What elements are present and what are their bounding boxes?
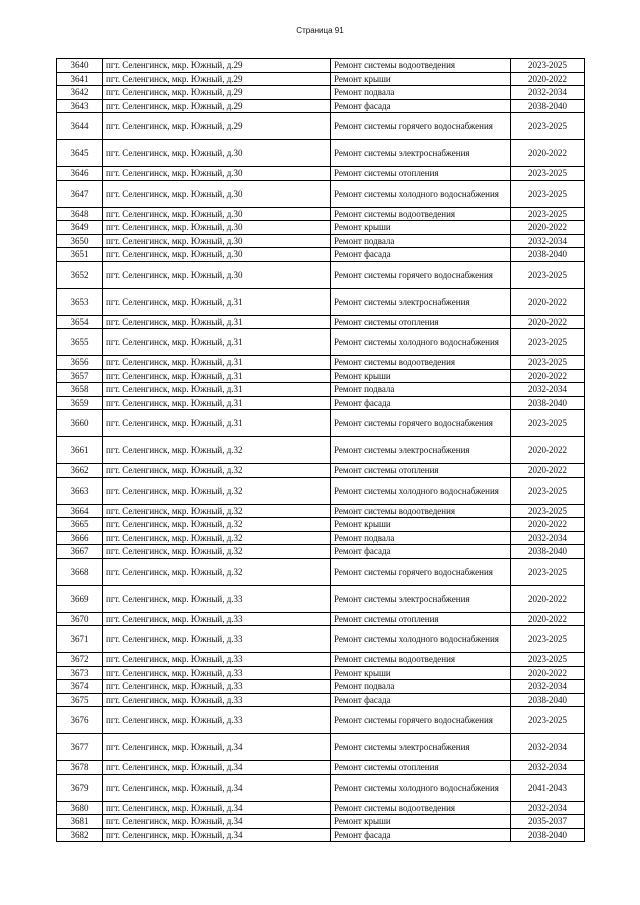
row-work-type: Ремонт фасада [331, 545, 511, 559]
row-number: 3670 [57, 612, 103, 626]
row-work-type: Ремонт системы отопления [331, 167, 511, 181]
row-period: 2023-2025 [511, 707, 585, 734]
row-number: 3656 [57, 356, 103, 370]
row-period: 2038-2040 [511, 396, 585, 410]
row-period: 2023-2025 [511, 113, 585, 140]
row-period: 2023-2025 [511, 261, 585, 288]
row-address: пгт. Селенгинск, мкр. Южный, д.32 [103, 464, 331, 478]
table-row [57, 72, 585, 86]
table-row [57, 828, 585, 842]
row-work-type: Ремонт системы холодного водоснабжения [331, 180, 511, 207]
row-address: пгт. Селенгинск, мкр. Южный, д.32 [103, 545, 331, 559]
row-address: пгт. Селенгинск, мкр. Южный, д.32 [103, 504, 331, 518]
row-work-type: Ремонт системы горячего водоснабжения [331, 261, 511, 288]
row-address: пгт. Селенгинск, мкр. Южный, д.33 [103, 612, 331, 626]
row-address: пгт. Селенгинск, мкр. Южный, д.31 [103, 369, 331, 383]
row-number: 3675 [57, 693, 103, 707]
row-work-type: Ремонт системы отопления [331, 315, 511, 329]
row-period: 2020-2022 [511, 612, 585, 626]
row-work-type: Ремонт крыши [331, 666, 511, 680]
table-row [57, 585, 585, 612]
table-row [57, 666, 585, 680]
table-row [57, 329, 585, 356]
row-period: 2023-2025 [511, 167, 585, 181]
row-number: 3665 [57, 518, 103, 532]
row-period: 2023-2025 [511, 558, 585, 585]
row-number: 3672 [57, 653, 103, 667]
row-number: 3669 [57, 585, 103, 612]
row-period: 2023-2025 [511, 410, 585, 437]
row-period: 2032-2034 [511, 734, 585, 761]
table-row [57, 86, 585, 100]
row-period: 2020-2022 [511, 518, 585, 532]
table-row [57, 464, 585, 478]
row-number: 3674 [57, 680, 103, 694]
table-row [57, 383, 585, 397]
row-work-type: Ремонт подвала [331, 383, 511, 397]
table-row [57, 680, 585, 694]
row-number: 3671 [57, 626, 103, 653]
row-period: 2032-2034 [511, 383, 585, 397]
table-row [57, 693, 585, 707]
table-row [57, 234, 585, 248]
table-row [57, 612, 585, 626]
row-work-type: Ремонт системы электроснабжения [331, 437, 511, 464]
row-period: 2023-2025 [511, 180, 585, 207]
row-work-type: Ремонт системы водоотведения [331, 653, 511, 667]
row-number: 3643 [57, 99, 103, 113]
row-period: 2032-2034 [511, 531, 585, 545]
row-period: 2020-2022 [511, 369, 585, 383]
row-period: 2023-2025 [511, 504, 585, 518]
row-work-type: Ремонт системы электроснабжения [331, 734, 511, 761]
row-number: 3642 [57, 86, 103, 100]
row-period: 2038-2040 [511, 248, 585, 262]
row-address: пгт. Селенгинск, мкр. Южный, д.30 [103, 221, 331, 235]
table-row [57, 356, 585, 370]
table-row [57, 59, 585, 73]
table-row [57, 315, 585, 329]
table-row [57, 288, 585, 315]
table-body [57, 59, 585, 842]
row-period: 2038-2040 [511, 693, 585, 707]
row-work-type: Ремонт подвала [331, 680, 511, 694]
row-period: 2020-2022 [511, 464, 585, 478]
row-number: 3663 [57, 477, 103, 504]
table-row [57, 626, 585, 653]
row-address: пгт. Селенгинск, мкр. Южный, д.34 [103, 774, 331, 801]
row-number: 3648 [57, 207, 103, 221]
row-address: пгт. Селенгинск, мкр. Южный, д.33 [103, 666, 331, 680]
row-address: пгт. Селенгинск, мкр. Южный, д.33 [103, 680, 331, 694]
table-row [57, 531, 585, 545]
row-period: 2023-2025 [511, 356, 585, 370]
row-address: пгт. Селенгинск, мкр. Южный, д.30 [103, 140, 331, 167]
row-address: пгт. Селенгинск, мкр. Южный, д.29 [103, 99, 331, 113]
row-period: 2032-2034 [511, 86, 585, 100]
row-address: пгт. Селенгинск, мкр. Южный, д.29 [103, 59, 331, 73]
table-row [57, 167, 585, 181]
row-address: пгт. Селенгинск, мкр. Южный, д.29 [103, 113, 331, 140]
row-number: 3655 [57, 329, 103, 356]
row-work-type: Ремонт системы горячего водоснабжения [331, 410, 511, 437]
row-work-type: Ремонт системы водоотведения [331, 356, 511, 370]
row-number: 3653 [57, 288, 103, 315]
table-row [57, 558, 585, 585]
row-address: пгт. Селенгинск, мкр. Южный, д.31 [103, 383, 331, 397]
row-address: пгт. Селенгинск, мкр. Южный, д.32 [103, 477, 331, 504]
table-row [57, 113, 585, 140]
row-number: 3667 [57, 545, 103, 559]
row-work-type: Ремонт системы водоотведения [331, 504, 511, 518]
row-number: 3644 [57, 113, 103, 140]
row-number: 3646 [57, 167, 103, 181]
table-row [57, 815, 585, 829]
row-address: пгт. Селенгинск, мкр. Южный, д.29 [103, 86, 331, 100]
row-number: 3682 [57, 828, 103, 842]
row-work-type: Ремонт подвала [331, 234, 511, 248]
row-address: пгт. Селенгинск, мкр. Южный, д.32 [103, 531, 331, 545]
row-address: пгт. Селенгинск, мкр. Южный, д.32 [103, 518, 331, 532]
row-work-type: Ремонт системы водоотведения [331, 801, 511, 815]
row-number: 3651 [57, 248, 103, 262]
row-number: 3659 [57, 396, 103, 410]
row-address: пгт. Селенгинск, мкр. Южный, д.33 [103, 626, 331, 653]
row-period: 2032-2034 [511, 234, 585, 248]
table-row [57, 396, 585, 410]
row-address: пгт. Селенгинск, мкр. Южный, д.31 [103, 329, 331, 356]
row-work-type: Ремонт крыши [331, 221, 511, 235]
row-address: пгт. Селенгинск, мкр. Южный, д.31 [103, 410, 331, 437]
row-number: 3677 [57, 734, 103, 761]
row-work-type: Ремонт системы водоотведения [331, 59, 511, 73]
table-row [57, 437, 585, 464]
row-period: 2020-2022 [511, 585, 585, 612]
row-address: пгт. Селенгинск, мкр. Южный, д.30 [103, 234, 331, 248]
table-row [57, 504, 585, 518]
row-number: 3666 [57, 531, 103, 545]
table-row [57, 180, 585, 207]
table-row [57, 761, 585, 775]
row-address: пгт. Селенгинск, мкр. Южный, д.34 [103, 815, 331, 829]
row-work-type: Ремонт системы холодного водоснабжения [331, 329, 511, 356]
row-address: пгт. Селенгинск, мкр. Южный, д.30 [103, 167, 331, 181]
row-period: 2020-2022 [511, 221, 585, 235]
row-work-type: Ремонт фасада [331, 99, 511, 113]
row-number: 3647 [57, 180, 103, 207]
row-period: 2035-2037 [511, 815, 585, 829]
row-number: 3652 [57, 261, 103, 288]
row-work-type: Ремонт системы электроснабжения [331, 140, 511, 167]
table-row [57, 477, 585, 504]
row-period: 2023-2025 [511, 653, 585, 667]
row-work-type: Ремонт системы электроснабжения [331, 288, 511, 315]
row-number: 3660 [57, 410, 103, 437]
row-address: пгт. Селенгинск, мкр. Южный, д.33 [103, 653, 331, 667]
row-number: 3673 [57, 666, 103, 680]
row-period: 2032-2034 [511, 680, 585, 694]
row-address: пгт. Селенгинск, мкр. Южный, д.31 [103, 315, 331, 329]
repair-schedule-table [56, 58, 585, 842]
row-number: 3658 [57, 383, 103, 397]
row-period: 2041-2043 [511, 774, 585, 801]
row-number: 3657 [57, 369, 103, 383]
row-period: 2032-2034 [511, 801, 585, 815]
row-work-type: Ремонт фасада [331, 828, 511, 842]
row-number: 3649 [57, 221, 103, 235]
row-period: 2038-2040 [511, 828, 585, 842]
row-work-type: Ремонт системы горячего водоснабжения [331, 707, 511, 734]
row-number: 3676 [57, 707, 103, 734]
row-work-type: Ремонт системы отопления [331, 464, 511, 478]
row-address: пгт. Селенгинск, мкр. Южный, д.34 [103, 761, 331, 775]
row-work-type: Ремонт фасада [331, 248, 511, 262]
row-number: 3679 [57, 774, 103, 801]
row-work-type: Ремонт системы холодного водоснабжения [331, 626, 511, 653]
row-work-type: Ремонт фасада [331, 693, 511, 707]
row-work-type: Ремонт системы холодного водоснабжения [331, 477, 511, 504]
table-row [57, 221, 585, 235]
row-number: 3650 [57, 234, 103, 248]
row-period: 2020-2022 [511, 666, 585, 680]
row-period: 2020-2022 [511, 315, 585, 329]
row-period: 2023-2025 [511, 59, 585, 73]
row-period: 2032-2034 [511, 761, 585, 775]
row-work-type: Ремонт фасада [331, 396, 511, 410]
row-work-type: Ремонт крыши [331, 815, 511, 829]
row-work-type: Ремонт крыши [331, 369, 511, 383]
row-number: 3662 [57, 464, 103, 478]
row-address: пгт. Селенгинск, мкр. Южный, д.31 [103, 356, 331, 370]
table-row [57, 518, 585, 532]
table-row [57, 653, 585, 667]
row-address: пгт. Селенгинск, мкр. Южный, д.33 [103, 585, 331, 612]
table-row [57, 707, 585, 734]
row-work-type: Ремонт подвала [331, 531, 511, 545]
row-period: 2038-2040 [511, 545, 585, 559]
row-address: пгт. Селенгинск, мкр. Южный, д.30 [103, 180, 331, 207]
row-work-type: Ремонт системы горячего водоснабжения [331, 113, 511, 140]
table-row [57, 410, 585, 437]
row-work-type: Ремонт системы водоотведения [331, 207, 511, 221]
row-address: пгт. Селенгинск, мкр. Южный, д.33 [103, 693, 331, 707]
row-number: 3654 [57, 315, 103, 329]
row-work-type: Ремонт системы электроснабжения [331, 585, 511, 612]
row-address: пгт. Селенгинск, мкр. Южный, д.31 [103, 396, 331, 410]
row-period: 2038-2040 [511, 99, 585, 113]
row-work-type: Ремонт системы отопления [331, 761, 511, 775]
table-row [57, 207, 585, 221]
table-row [57, 774, 585, 801]
row-number: 3645 [57, 140, 103, 167]
row-work-type: Ремонт крыши [331, 72, 511, 86]
row-address: пгт. Селенгинск, мкр. Южный, д.34 [103, 801, 331, 815]
row-number: 3680 [57, 801, 103, 815]
row-number: 3641 [57, 72, 103, 86]
row-period: 2020-2022 [511, 437, 585, 464]
row-number: 3640 [57, 59, 103, 73]
row-address: пгт. Селенгинск, мкр. Южный, д.30 [103, 248, 331, 262]
row-number: 3661 [57, 437, 103, 464]
row-number: 3681 [57, 815, 103, 829]
row-number: 3664 [57, 504, 103, 518]
table-row [57, 261, 585, 288]
table-row [57, 99, 585, 113]
row-period: 2023-2025 [511, 626, 585, 653]
row-number: 3668 [57, 558, 103, 585]
row-address: пгт. Селенгинск, мкр. Южный, д.31 [103, 288, 331, 315]
row-address: пгт. Селенгинск, мкр. Южный, д.33 [103, 707, 331, 734]
row-address: пгт. Селенгинск, мкр. Южный, д.29 [103, 72, 331, 86]
row-address: пгт. Селенгинск, мкр. Южный, д.34 [103, 734, 331, 761]
row-period: 2020-2022 [511, 288, 585, 315]
page-header: Страница 91 [296, 26, 344, 35]
table-row [57, 801, 585, 815]
table-row [57, 734, 585, 761]
row-period: 2020-2022 [511, 72, 585, 86]
table-row [57, 545, 585, 559]
row-number: 3678 [57, 761, 103, 775]
row-period: 2023-2025 [511, 329, 585, 356]
row-address: пгт. Селенгинск, мкр. Южный, д.34 [103, 828, 331, 842]
row-period: 2023-2025 [511, 477, 585, 504]
row-address: пгт. Селенгинск, мкр. Южный, д.32 [103, 558, 331, 585]
row-period: 2020-2022 [511, 140, 585, 167]
table-row [57, 140, 585, 167]
row-work-type: Ремонт системы отопления [331, 612, 511, 626]
row-work-type: Ремонт подвала [331, 86, 511, 100]
row-address: пгт. Селенгинск, мкр. Южный, д.32 [103, 437, 331, 464]
table-row [57, 369, 585, 383]
row-work-type: Ремонт крыши [331, 518, 511, 532]
row-work-type: Ремонт системы горячего водоснабжения [331, 558, 511, 585]
row-address: пгт. Селенгинск, мкр. Южный, д.30 [103, 207, 331, 221]
row-period: 2023-2025 [511, 207, 585, 221]
row-work-type: Ремонт системы холодного водоснабжения [331, 774, 511, 801]
row-address: пгт. Селенгинск, мкр. Южный, д.30 [103, 261, 331, 288]
table-row [57, 248, 585, 262]
